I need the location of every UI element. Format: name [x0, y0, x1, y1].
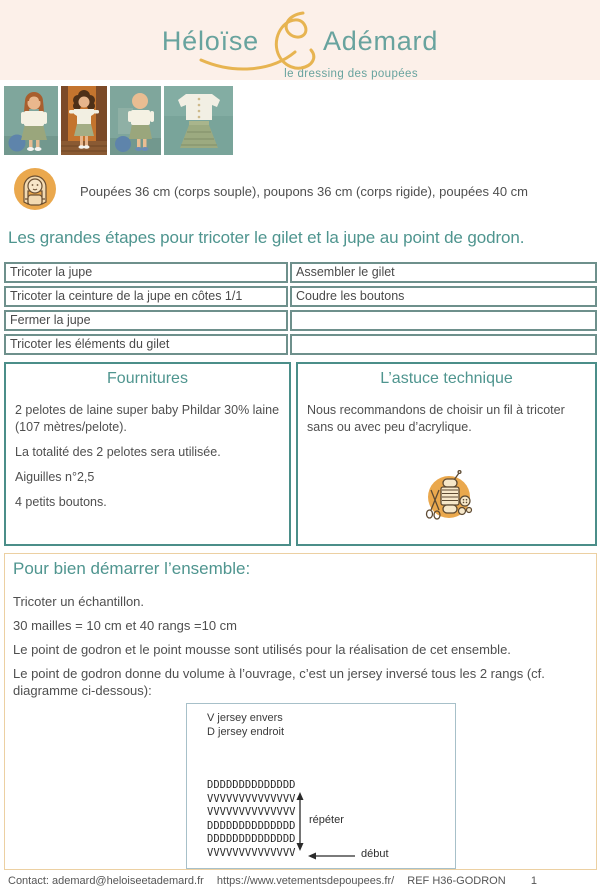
- footer-contact: Contact: ademard@heloiseetademard.fr: [8, 875, 204, 887]
- demarrer-paragraph: Tricoter un échantillon.: [13, 594, 145, 609]
- sizes-row: [12, 168, 528, 214]
- legend-line: V jersey envers: [207, 712, 283, 724]
- astuce-box: [296, 362, 597, 546]
- page-number: 1: [530, 875, 537, 887]
- demarrer-paragraph: Le point de godron donne du volume à l’ouvrage, c’est un jersey inversé tous les 2 rangs (cf. diagramme ci-dessous):: [13, 666, 545, 698]
- sewing-kit-icon: [418, 464, 476, 533]
- table-row: [4, 334, 597, 355]
- demarrer-paragraph: Le point de godron et le point mousse sont utilisés pour la réalisation de cet ensemble.: [13, 642, 511, 657]
- doll-icon: [12, 166, 58, 217]
- page-footer: [8, 875, 592, 887]
- brand-logo: [0, 10, 600, 80]
- fournitures-line: Aiguilles n°2,5: [15, 470, 95, 484]
- godron-diagram: [186, 703, 456, 869]
- fournitures-line: La totalité des 2 pelotes sera utilisée.: [15, 445, 221, 459]
- table-row: [4, 262, 597, 283]
- diagram-arrows-icon: [187, 704, 457, 870]
- fournitures-title: Fournitures: [107, 370, 188, 387]
- header-band: [0, 0, 600, 80]
- fournitures-line: 2 pelotes de laine super baby Phildar 30% laine (107 mètres/pelote).: [15, 403, 280, 434]
- demarrer-section: [4, 553, 597, 870]
- table-cell: Assembler le gilet: [290, 262, 597, 283]
- diagram-row: VVVVVVVVVVVVVV: [207, 806, 296, 818]
- astuce-text: Nous recommandons de choisir un fil à tricoter sans ou avec peu d’acrylique.: [307, 403, 565, 434]
- astuce-title: L’astuce technique: [380, 370, 513, 387]
- page-title: Les grandes étapes pour tricoter le gilet et la jupe au point de godron.: [8, 228, 525, 247]
- table-row: [4, 286, 597, 307]
- diagram-row: DDDDDDDDDDDDDD: [207, 819, 296, 832]
- table-cell: Coudre les boutons: [290, 286, 597, 307]
- table-cell: Tricoter la jupe: [4, 262, 288, 283]
- footer-ref: REF H36-GODRON: [407, 875, 506, 887]
- demarrer-title: Pour bien démarrer l’ensemble:: [13, 559, 251, 578]
- photo-doll-brunette: [61, 86, 107, 155]
- brand-last: Adémard: [323, 25, 439, 56]
- photo-doll-redhead: [4, 86, 58, 155]
- brand-row: [162, 10, 438, 72]
- ampersand-flourish-icon: [263, 10, 319, 72]
- table-cell: Tricoter la ceinture de la jupe en côtes 1/1: [4, 286, 288, 307]
- diagram-row: DDDDDDDDDDDDDD: [207, 833, 296, 845]
- brand-tagline: le dressing des poupées: [284, 68, 418, 80]
- photo-baby-doll: [110, 86, 161, 155]
- table-cell: Tricoter les éléments du gilet: [4, 334, 288, 355]
- photo-strip: [4, 86, 233, 155]
- fournitures-line: 4 petits boutons.: [15, 495, 107, 509]
- legend-line: D jersey endroit: [207, 726, 285, 738]
- info-boxes: [4, 362, 597, 546]
- table-row: [4, 310, 597, 331]
- start-label: début: [361, 848, 389, 860]
- steps-table: [4, 262, 597, 358]
- diagram-row: VVVVVVVVVVVVVV: [207, 846, 296, 859]
- table-cell: [290, 334, 597, 355]
- diagram-row: VVVVVVVVVVVVVV: [207, 792, 296, 805]
- demarrer-paragraph: 30 mailles = 10 cm et 40 rangs =10 cm: [13, 618, 238, 633]
- sizes-text: Poupées 36 cm (corps souple), poupons 36 cm (corps rigide), poupées 40 cm: [80, 183, 529, 199]
- photo-outfit-flatlay: [164, 86, 233, 155]
- brand-first: Héloïse: [161, 25, 259, 56]
- repeat-label: répéter: [309, 814, 344, 826]
- table-cell: Fermer la jupe: [4, 310, 288, 331]
- table-cell: [290, 310, 597, 331]
- diagram-row: DDDDDDDDDDDDDD: [207, 779, 296, 791]
- footer-url: https://www.vetementsdepoupees.fr/: [216, 875, 395, 887]
- fournitures-box: [4, 362, 291, 546]
